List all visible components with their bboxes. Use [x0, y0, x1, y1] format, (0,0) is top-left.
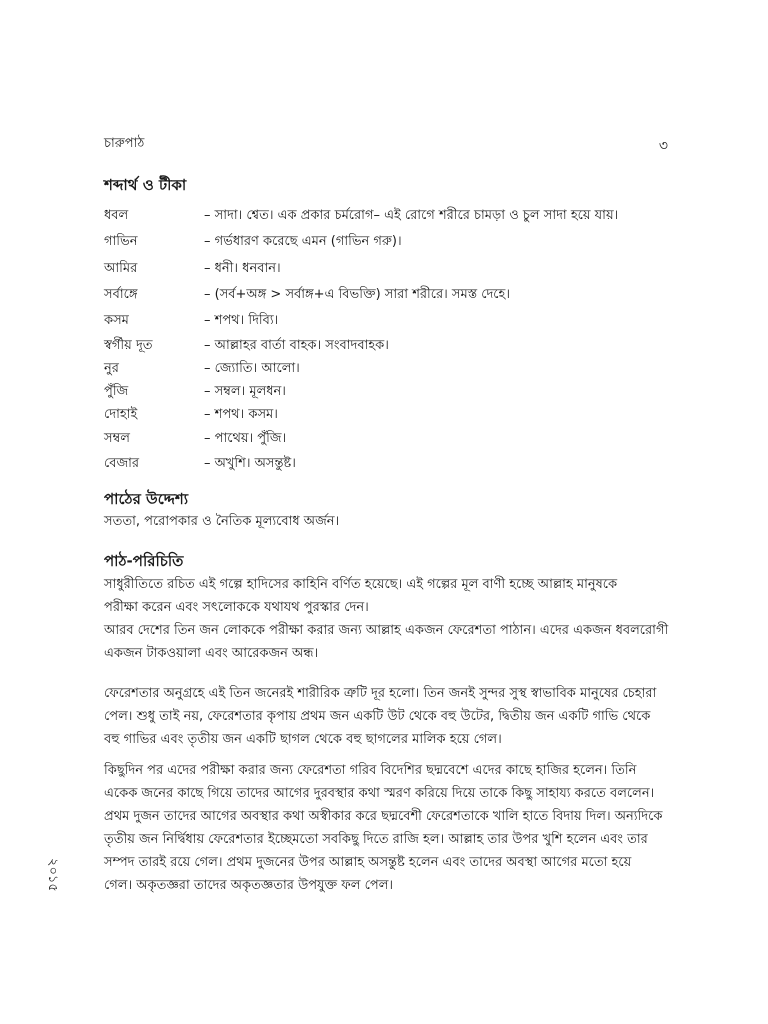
introduction-heading: পাঠ-পরিচিতি — [104, 552, 184, 570]
introduction-paragraph — [104, 759, 670, 897]
objective-text: সততা, পরোপকার ও নৈতিক মূল্যবোধ অর্জন। — [104, 514, 340, 529]
glossary-term: স্বর্গীয় দূত — [104, 338, 153, 353]
glossary-term: ধবল — [104, 208, 129, 223]
glossary-entry — [104, 285, 684, 307]
glossary-heading: শব্দার্থ ও টীকা — [104, 176, 187, 194]
text-line: কিছুদিন পর এদের পরীক্ষা করার জন্য ফেরেশতা গরিব বিদেশির ছদ্মবেশে এদের কাছে হাজির হলেন। তিনি — [104, 763, 637, 778]
glossary-definition: – শপথ। দিব্যি। — [204, 313, 279, 328]
text-line: ফেরেশতার অনুগ্রহে এই তিন জনেরই শারীরিক ত্রুটি দূর হলো। তিন জনই সুন্দর সুস্থ স্বাভাবিক মানুষের চেহারা — [104, 686, 657, 701]
glossary-entry — [104, 382, 684, 404]
glossary-term: সম্বল — [104, 431, 130, 446]
glossary-entry — [104, 454, 684, 476]
text-line: সাধুরীতিতে রচিত এই গল্পে হাদিসের কাহিনি বর্ণিত হয়েছে। এই গল্পের মূল বাণী হচ্ছে আল্লাহ মানুষকে — [104, 577, 618, 592]
glossary-definition: – আল্লাহর বার্তা বাহক। সংবাদবাহক। — [204, 338, 389, 353]
glossary-term: কসম — [104, 313, 129, 328]
glossary-term: বেজার — [104, 456, 140, 471]
glossary-entry — [104, 259, 684, 281]
glossary-definition: – অখুশি। অসন্তুষ্ট। — [204, 456, 296, 471]
running-title: চারুপাঠ — [104, 136, 145, 151]
introduction-paragraph — [104, 682, 670, 751]
glossary-definition: – জ্যোতি। আলো। — [204, 361, 300, 376]
glossary-entry — [104, 405, 684, 427]
page-number: ৩ — [658, 138, 668, 154]
glossary-definition: – ধনী। ধনবান। — [204, 261, 281, 276]
text-line: আরব দেশের তিন জন লোককে পরীক্ষা করার জন্য আল্লাহ একজন ফেরেশতা পাঠান। এদের একজন ধবলরোগী — [104, 623, 669, 638]
glossary-entry — [104, 311, 684, 333]
margin-year: ২০১৫ — [45, 858, 60, 892]
glossary-term: সর্বাঙ্গে — [104, 287, 138, 302]
glossary-entry — [104, 359, 684, 381]
glossary-definition: – সম্বল। মূলধন। — [204, 384, 286, 399]
text-line: সম্পদ তারই রয়ে গেল। প্রথম দুজনের উপর আল্লাহ অসন্তুষ্ট হলেন এবং তাদের অবস্থা আগের মতো হয়ে — [104, 855, 632, 870]
text-line: পরীক্ষা করেন এবং সৎলোককে যথাযথ পুরস্কার দেন। — [104, 600, 369, 615]
objective-heading: পাঠের উদ্দেশ্য — [104, 490, 189, 508]
glossary-definition: – গর্ভধারণ করেছে এমন (গাভিন গরু)। — [204, 234, 402, 249]
glossary-definition: – শপথ। কসম। — [204, 407, 278, 422]
text-line: একজন টাকওয়ালা এবং আরেকজন অন্ধ। — [104, 646, 319, 661]
glossary-term: পুঁজি — [104, 384, 129, 399]
text-line: পেল। শুধু তাই নয়, ফেরেশতার কৃপায় প্রথম জন একটি উট থেকে বহু উটের, দ্বিতীয় জন একটি গাভি থেকে — [104, 709, 651, 724]
text-line: গেল। অকৃতজ্ঞরা তাদের অকৃতজ্ঞতার উপযুক্ত ফল পেল। — [104, 878, 394, 893]
text-line: প্রথম দুজন তাদের আগের অবস্থার কথা অস্বীকার করে ছদ্মবেশী ফেরেশতাকে খালি হাতে বিদায় দিল। অন্যদিকে — [104, 809, 663, 824]
glossary-entry — [104, 429, 684, 451]
glossary-term: আমির — [104, 261, 138, 276]
text-line: তৃতীয় জন নির্দ্বিধায় ফেরেশতার ইচ্ছেমতো সবকিছু দিতে রাজি হল। আল্লাহ তার উপর খুশি হলেন এবং তার — [104, 832, 648, 847]
glossary-term: গাভিন — [104, 234, 138, 249]
text-line: বহু গাভির এবং তৃতীয় জন একটি ছাগল থেকে বহু ছাগলের মালিক হয়ে গেল। — [104, 732, 502, 747]
glossary-definition: – (সর্ব+অঙ্গ > সর্বাঙ্গ+এ বিভক্তি) সারা শরীরে। সমস্ত দেহে। — [204, 287, 511, 302]
glossary-entry — [104, 232, 684, 254]
glossary-term: নুর — [104, 361, 119, 376]
text-line: একেক জনের কাছে গিয়ে তাদের আগের দুরবস্থার কথা স্মরণ করিয়ে দিয়ে তাকে কিছু সাহায্য করতে বললেন। — [104, 786, 655, 801]
glossary-definition: – সাদা। শ্বেত। এক প্রকার চর্মরোগ– এই রোগে শরীরে চামড়া ও চুল সাদা হয়ে যায়। — [204, 208, 619, 223]
glossary-term: দোহাই — [104, 407, 138, 422]
glossary-entry — [104, 206, 684, 228]
glossary-definition: – পাথেয়। পুঁজি। — [204, 431, 287, 446]
introduction-paragraph — [104, 573, 670, 665]
glossary-entry — [104, 336, 684, 358]
